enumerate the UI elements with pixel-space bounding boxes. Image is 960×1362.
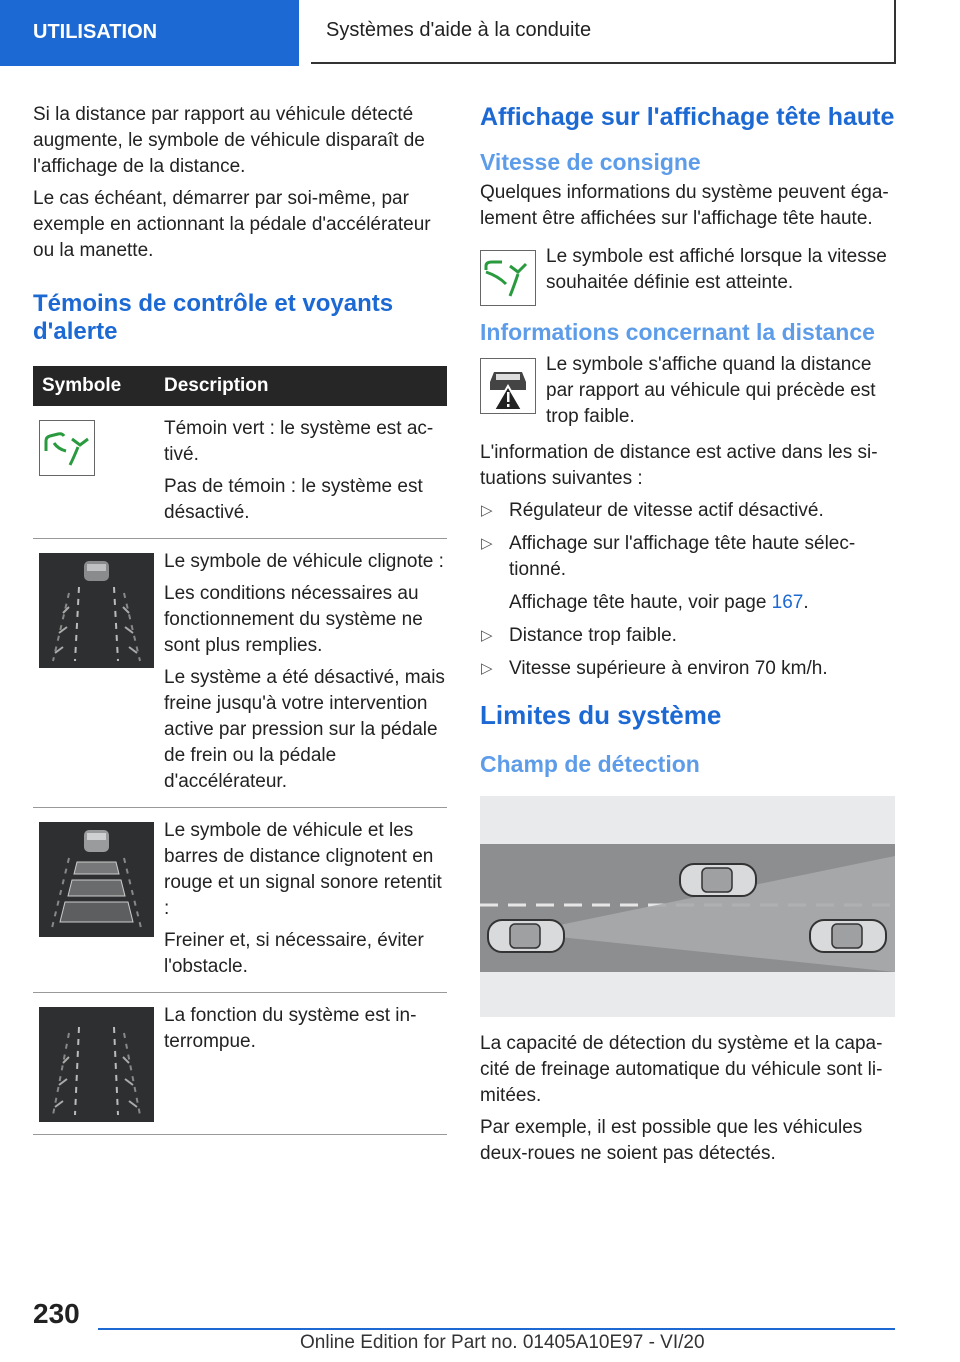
col-header-description: Description xyxy=(155,366,447,406)
row2-text-1: Le symbole de véhicule clignote : xyxy=(164,551,444,572)
footer-edition: Online Edition for Part no. 01405A10E97 - VI/20 xyxy=(300,1332,705,1353)
list-item: ▷ Régulateur de vitesse actif désactivé. xyxy=(480,498,895,524)
row1-text-1: Témoin vert : le système est activé. xyxy=(164,418,434,465)
header-section-underline xyxy=(0,64,299,66)
symbol-table xyxy=(33,366,447,1135)
heading-limites-systeme: Limites du système xyxy=(480,700,722,730)
table-row xyxy=(33,539,447,808)
list-item: ▷ Affichage sur l'affichage tête haute sélectionné. xyxy=(481,533,856,580)
triangle-bullet-icon: ▷ xyxy=(481,535,493,552)
heading-temoins: Témoins de contrôle et voyants d'alerte xyxy=(33,290,394,345)
page-number: 230 xyxy=(33,1298,80,1329)
right-column xyxy=(480,102,895,1173)
detection-field-illustration xyxy=(480,796,895,1017)
row3-text-1: Le symbole de véhicule et les barres de distance clignotent en rouge et un signal sonore retentit : xyxy=(164,820,442,919)
paragraph-champ-1: La capacité de détection du système et la capacité de freinage automatique du véhicule sont limitées. xyxy=(480,1033,883,1106)
vitesse-icon-row xyxy=(480,244,895,302)
intro-paragraph-1: Si la distance par rapport au véhicule détecté augmente, le symbole de véhicule disparaît de l'affichage de la distance. xyxy=(33,104,425,177)
table-row xyxy=(33,808,447,993)
table-row xyxy=(33,993,447,1135)
heading-champ-detection: Champ de détection xyxy=(480,751,700,777)
paragraph-distance: L'information de distance est active dans les situations suivantes : xyxy=(480,442,878,489)
row3-text-2: Freiner et, si nécessaire, éviter l'obstacle. xyxy=(164,930,424,977)
paragraph-champ-2: Par exemple, il est possible que les véhicules deux-roues ne soient pas détectés. xyxy=(480,1117,863,1164)
list-item-subtext: Affichage tête haute, voir page 167. xyxy=(509,592,809,613)
row4-text-1: La fonction du système est interrompue. xyxy=(164,1005,417,1052)
triangle-bullet-icon: ▷ xyxy=(481,627,493,644)
left-column xyxy=(33,102,447,1135)
distance-warning-icon xyxy=(480,358,536,422)
distance-icon-row xyxy=(480,352,895,430)
list-item: ▷ Distance trop faible. xyxy=(480,623,895,649)
page-link-167[interactable]: 167 xyxy=(771,592,804,613)
row2-text-3: Le système a été désactivé, mais freine jusqu'à votre intervention active par pression sur la pédale de frein ou la pédale d'accélérateur. xyxy=(164,667,445,792)
list-item: ▷ Vitesse supérieure à environ 70 km/h. xyxy=(480,656,895,682)
set-speed-icon xyxy=(480,250,536,314)
table-header-row xyxy=(33,366,447,406)
triangle-bullet-icon: ▷ xyxy=(481,502,493,519)
row1-text-2: Pas de témoin : le système est désactivé. xyxy=(164,476,423,523)
heading-affichage-tete-haute: Affichage sur l'affichage tête haute xyxy=(480,103,895,131)
vitesse-icon-text: Le symbole est affiché lorsque la vitesse souhaitée définie est atteinte. xyxy=(546,246,887,293)
distance-icon-text: Le symbole s'affiche quand la distance par rapport au véhicule qui précède est trop faible. xyxy=(546,354,876,427)
vehicle-symbol-lanes-icon xyxy=(39,553,154,668)
header-chapter: Systèmes d'aide à la conduite xyxy=(311,0,896,64)
row2-text-2: Les conditions nécessaires au fonctionnement du système ne sont plus remplies. xyxy=(164,583,423,656)
system-interrupted-lanes-icon xyxy=(39,1007,154,1122)
heading-informations-distance: Informations concernant la distance xyxy=(480,319,875,345)
vehicle-distance-bars-icon xyxy=(39,822,154,937)
heading-vitesse-consigne: Vitesse de consigne xyxy=(480,149,701,175)
col-header-symbol: Symbole xyxy=(33,366,155,406)
triangle-bullet-icon: ▷ xyxy=(481,660,493,677)
header-section: UTILISATION xyxy=(0,0,299,64)
intro-paragraph-2: Le cas échéant, démarrer par soi-même, par exemple en actionnant la pédale d'accélérateur ou la manette. xyxy=(33,188,431,261)
table-row xyxy=(33,406,447,539)
paragraph-vitesse: Quelques informations du système peuvent également être affichées sur l'affichage tête haute. xyxy=(480,182,889,229)
green-distance-assist-icon xyxy=(39,420,95,476)
